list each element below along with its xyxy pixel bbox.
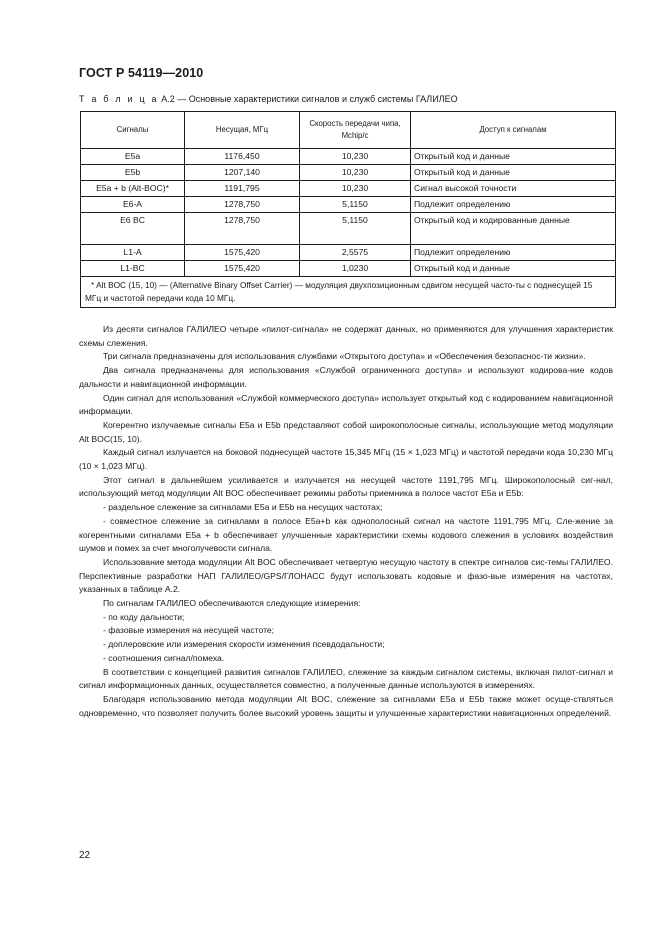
cell-signal: L1-A	[81, 245, 185, 261]
cell-access: Открытый код и данные	[411, 261, 616, 277]
cell-chip-rate: 5,1150	[300, 213, 411, 245]
paragraph: Когерентно излучаемые сигналы E5a и E5b представляют собой широкополосные сигналы, использующие метод модуляции Alt BOC(15, 10).	[79, 419, 613, 444]
cell-access: Открытый код и данные	[411, 149, 616, 165]
cell-signal: E5b	[81, 165, 185, 181]
paragraph: Один сигнал для использования «Службой коммерческого доступа» использует открытый код с кодированием навигационной информации.	[79, 392, 613, 417]
paragraph: Три сигнала предназначены для использования службами «Открытого доступа» и «Обеспечения безопаснос-ти жизни».	[103, 351, 586, 362]
paragraph: Использование метода модуляции Alt BOC обеспечивает четвертую несущую частоту в спектре сигналов сис-темы ГАЛИЛЕО. Перспективные разработки НАП ГАЛИЛЕО/GPS/ГЛОНАСС будут использовать кодовые и фазо-вые измерения на частотах, указанных в таблице А.2.	[79, 556, 613, 595]
table-row	[81, 197, 616, 213]
cell-chip-rate: 10,230	[300, 181, 411, 197]
cell-chip-rate: 1,0230	[300, 261, 411, 277]
table-row	[81, 165, 616, 181]
cell-carrier: 1176,450	[185, 149, 300, 165]
cell-access: Подлежит определению	[411, 197, 616, 213]
table-row	[81, 245, 616, 261]
body-text	[79, 323, 613, 720]
cell-chip-rate: 5,1150	[300, 197, 411, 213]
paragraph: Благодаря использованию метода модуляции Alt BOC, слежение за сигналами E5a и E5b также может осуще-ствляться одновременно, что позволяет получить более высокий уровень защиты и улучшенные характеристики навигационных определений.	[79, 693, 613, 718]
cell-access: Сигнал высокой точности	[411, 181, 616, 197]
paragraph: В соответствии с концепцией развития сигналов ГАЛИЛЕО, слежение за каждым сигналом системы, включая пилот-сигнал и сигнал информационных данных, осуществляется совместно, а полученные данные используются в измерениях.	[79, 666, 613, 691]
table-header-row	[81, 112, 616, 149]
paragraph: Каждый сигнал излучается на боковой поднесущей частоте 15,345 МГц (15 × 1,023 МГц) и частотой передачи кода 10,230 МГц (10 × 1,023 МГц).	[79, 447, 613, 472]
table-row	[81, 213, 616, 245]
list-item: - по коду дальности;	[103, 611, 185, 622]
list-item: - раздельное слежение за сигналами E5a и E5b на несущих частотах;	[103, 502, 383, 513]
cell-access: Подлежит определению	[411, 245, 616, 261]
cell-carrier: 1207,140	[185, 165, 300, 181]
cell-signal: E6-A	[81, 197, 185, 213]
list-item: - совместное слежение за сигналами в полосе E5a+b как однополосный сигнал на частоте 1191,795 МГц. Сле-жение за когерентными сигналами E5a + b обеспечивает улучшенные характеристики схемы кодового слежения в условиях воздействия шумов и помех за счет многолучевости сигнала.	[79, 515, 613, 554]
cell-access: Открытый код и данные	[411, 165, 616, 181]
cell-chip-rate: 10,230	[300, 165, 411, 181]
table-row	[81, 149, 616, 165]
paragraph: Два сигнала предназначены для использования «Службой ограниченного доступа» и используют кодирова-ние кодов дальности и навигационной информации.	[79, 365, 613, 389]
document-header: ГОСТ Р 54119—2010	[79, 66, 204, 80]
cell-carrier: 1278,750	[185, 213, 300, 245]
table-row	[81, 261, 616, 277]
cell-signal: E6 BC	[81, 213, 185, 245]
cell-chip-rate: 10,230	[300, 149, 411, 165]
cell-signal: L1-BC	[81, 261, 185, 277]
table-footnote: * Alt BOC (15, 10) — (Alternative Binary Offset Carrier) — модуляция двухпозиционным сдвигом несущей часто-ты с поднесущей 15 МГц и частотой передачи кода 10 МГц.	[81, 277, 616, 308]
cell-carrier: 1191,795	[185, 181, 300, 197]
page-number: 22	[79, 850, 91, 861]
signal-characteristics-table	[80, 111, 616, 308]
list-item: - доплеровские или измерения скорости изменения псевдодальности;	[103, 639, 385, 650]
paragraph: Из десяти сигналов ГАЛИЛЕО четыре «пилот-сигнала» не содержат данных, но применяются для улучшения характеристик схемы слежения.	[79, 324, 613, 348]
cell-carrier: 1575,420	[185, 245, 300, 261]
header-carrier: Несущая, МГц	[185, 112, 300, 149]
paragraph: Этот сигнал в дальнейшем усиливается и излучается на несущей частоте 1191,795 МГц. Широкополосный сиг-нал, использующий метод модуляции Alt BOC обеспечивает режимы работы приемника в полосе частот E5a и E5b:	[79, 474, 613, 499]
table-row	[81, 181, 616, 197]
header-access: Доступ к сигналам	[411, 112, 616, 149]
header-chip-rate: Скорость передачи чипа, Mchip/c	[300, 112, 411, 149]
list-item: - фазовые измерения на несущей частоте;	[103, 625, 275, 636]
cell-chip-rate: 2,5575	[300, 245, 411, 261]
table-caption	[79, 94, 458, 104]
list-item: - соотношения сигнал/помеха.	[103, 652, 225, 663]
table-caption-text: А.2 — Основные характеристики сигналов и служб системы ГАЛИЛЕО	[158, 94, 458, 104]
cell-signal: E5a	[81, 149, 185, 165]
cell-access: Открытый код и кодированные данные	[411, 213, 616, 245]
header-signals: Сигналы	[81, 112, 185, 149]
cell-carrier: 1278,750	[185, 197, 300, 213]
cell-signal: E5a + b (Alt-BOC)*	[81, 181, 185, 197]
table-footnote-row	[81, 277, 616, 308]
table-caption-word: Т а б л и ц а	[79, 94, 159, 104]
paragraph: По сигналам ГАЛИЛЕО обеспечиваются следующие измерения:	[103, 598, 361, 609]
cell-carrier: 1575,420	[185, 261, 300, 277]
